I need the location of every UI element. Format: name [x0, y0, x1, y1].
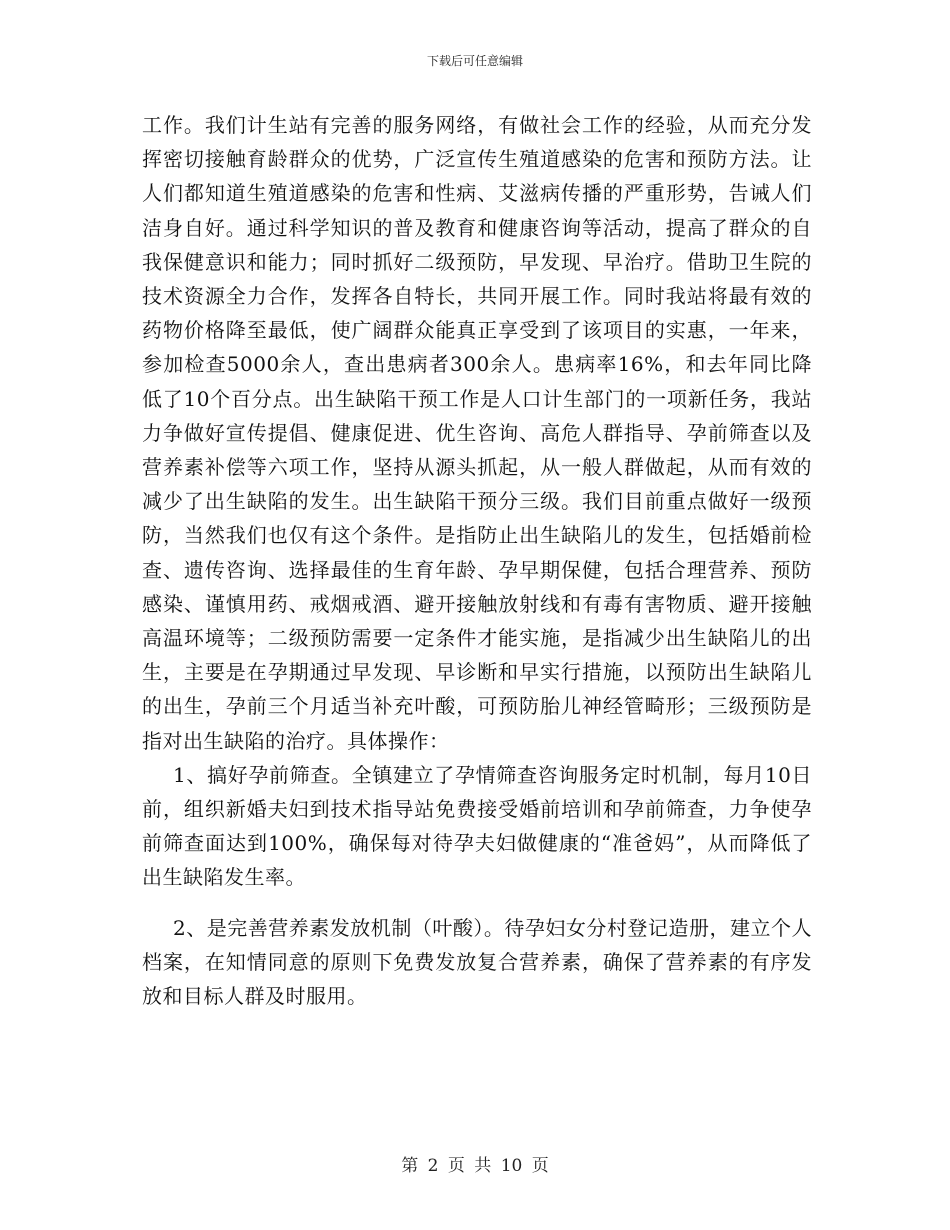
paragraph-item-2: 2、是完善营养素发放机制（叶酸）。待孕妇女分村登记造册，建立个人档案，在知情同意的原则下免费发放复合营养素，确保了营养素的有序发放和目标人群及时服用。 — [142, 915, 812, 1009]
page-number-footer: 第 2 页 共 10 页 — [401, 1156, 549, 1176]
document-body — [142, 108, 812, 1013]
page-header: 下载后可任意编辑 — [426, 54, 523, 68]
paragraph-item-1: 1、搞好孕前筛查。全镇建立了孕情筛查咨询服务定时机制，每月10日前，组织新婚夫妇到技术指导站免费接受婚前培训和孕前筛查，力争使孕前筛查面达到100%，确保每对待孕夫妇做健康的“准爸妈”，从而降低了出生缺陷发生率。 — [142, 762, 812, 890]
paragraph-continued: 工作。我们计生站有完善的服务网络，有做社会工作的经验，从而充分发挥密切接触育龄群众的优势，广泛宣传生殖道感染的危害和预防方法。让人们都知道生殖道感染的危害和性病、艾滋病传播的严重形势，告诫人们洁身自好。通过科学知识的普及教育和健康咨询等活动，提高了群众的自我保健意识和能力；同时抓好二级预防，早发现、早治疗。借助卫生院的技术资源全力合作，发挥各自特长，共同开展工作。同时我站将最有效的药物价格降至最低，使广阔群众能真正享受到了该项目的实惠，一年来，参加检查5000余人，查出患病者300余人。患病率16%，和去年同比降低了10个百分点。出生缺陷干预工作是人口计生部门的一项新任务，我站力争做好宣传提倡、健康促进、优生咨询、高危人群指导、孕前筛查以及营养素补偿等六项工作，坚持从源头抓起，从一般人群做起，从而有效的减少了出生缺陷的发生。出生缺陷干预分三级。我们目前重点做好一级预防，当然我们也仅有这个条件。是指防止出生缺陷儿的发生，包括婚前检查、遗传咨询、选择最佳的生育年龄、孕早期保健，包括合理营养、预防感染、谨慎用药、戒烟戒酒、避开接触放射线和有毒有害物质、避开接触高温环境等；二级预防需要一定条件才能实施，是指减少出生缺陷儿的出生，主要是在孕期通过早发现、早诊断和早实行措施，以预防出生缺陷儿的出生，孕前三个月适当补充叶酸，可预防胎儿神经管畸形；三级预防是指对出生缺陷的治疗。具体操作： — [142, 113, 812, 753]
